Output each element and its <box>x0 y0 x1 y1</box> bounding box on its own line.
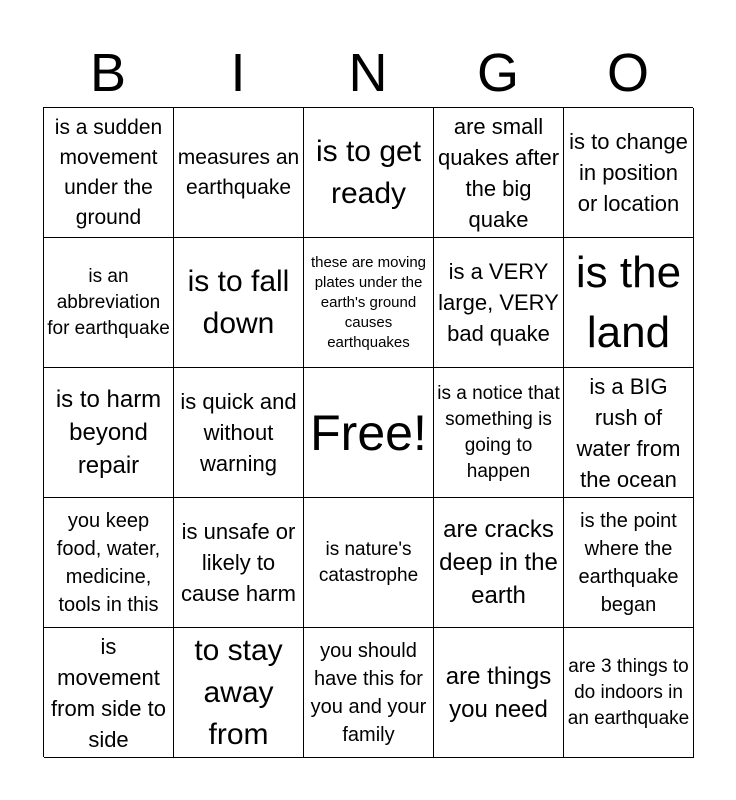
bingo-cell-r2-c5[interactable] <box>564 238 694 368</box>
bingo-cell-r3-c2[interactable] <box>174 368 304 498</box>
bingo-cell-r2-c2[interactable] <box>174 238 304 368</box>
bingo-cell-r1-c4[interactable] <box>434 108 564 238</box>
bingo-cell-r5-c3[interactable] <box>304 628 434 758</box>
cell-text: is the point where the earthquake began <box>578 509 679 616</box>
bingo-cell-r3-c4[interactable] <box>434 368 564 498</box>
bingo-cell-r2-c1[interactable] <box>44 238 174 368</box>
bingo-cell-r4-c2[interactable] <box>174 498 304 628</box>
bingo-cell-r4-c4[interactable] <box>434 498 564 628</box>
cell-text: is a VERY large, VERY bad quake <box>438 259 559 346</box>
cell-text: is a sudden movement under the ground <box>54 115 163 229</box>
cell-text: measures an earthquake <box>177 145 300 199</box>
bingo-cell-r1-c3[interactable] <box>304 108 434 238</box>
cell-text: is an abbreviation for earthquake <box>47 265 170 339</box>
cell-text: are things you need <box>445 662 552 723</box>
free-space-text: Free! <box>310 404 427 461</box>
bingo-cell-r5-c4[interactable] <box>434 628 564 758</box>
cell-text: is to fall down <box>187 264 290 340</box>
cell-text: is a BIG rush of water from the ocean <box>576 373 681 492</box>
bingo-cell-r3-c1[interactable] <box>44 368 174 498</box>
cell-text: is to change in position or location <box>569 129 688 216</box>
cell-text: are cracks deep in the earth <box>439 516 558 609</box>
bingo-cell-r2-c4[interactable] <box>434 238 564 368</box>
header-letter-n: N <box>348 43 388 103</box>
cell-text: is to harm beyond repair <box>55 386 162 479</box>
bingo-cell-r5-c1[interactable] <box>44 628 174 758</box>
header-letter-g: G <box>476 43 519 103</box>
cell-text: you should have this for you and your family <box>310 639 427 746</box>
bingo-cell-r1-c2[interactable] <box>174 108 304 238</box>
bingo-cell-r5-c5[interactable] <box>564 628 694 758</box>
cell-text: these are moving plates under the earth's ground causes earthquakes <box>310 253 427 351</box>
cell-text: is to get ready <box>315 134 422 210</box>
bingo-cell-r1-c5[interactable] <box>564 108 694 238</box>
cell-text: is nature's catastrophe <box>318 538 419 586</box>
bingo-cell-free[interactable] <box>304 368 434 498</box>
cell-text: are small quakes after the big quake <box>437 113 560 232</box>
bingo-cell-r1-c1[interactable] <box>44 108 174 238</box>
cell-text: are 3 things to do indoors in an earthquake <box>567 655 690 729</box>
bingo-cell-r4-c1[interactable] <box>44 498 174 628</box>
header-letter-i: I <box>230 43 246 103</box>
header-letter-o: O <box>606 43 649 103</box>
bingo-cell-r2-c3[interactable] <box>304 238 434 368</box>
cell-text: you keep food, water, medicine, tools in this <box>56 509 161 616</box>
bingo-cell-r4-c5[interactable] <box>564 498 694 628</box>
cell-text: to stay away from <box>194 633 283 751</box>
bingo-card-grid <box>43 107 693 757</box>
cell-text: is movement from side to side <box>51 633 166 752</box>
header-letter-b: B <box>89 43 127 103</box>
cell-text: is the land <box>575 247 682 357</box>
cell-text: is a notice that something is going to happen <box>437 382 560 482</box>
bingo-header <box>43 40 693 106</box>
bingo-cell-r3-c5[interactable] <box>564 368 694 498</box>
bingo-cell-r4-c3[interactable] <box>304 498 434 628</box>
cell-text: is unsafe or likely to cause harm <box>181 519 296 606</box>
cell-text: is quick and without warning <box>180 389 297 476</box>
bingo-cell-r5-c2[interactable] <box>174 628 304 758</box>
